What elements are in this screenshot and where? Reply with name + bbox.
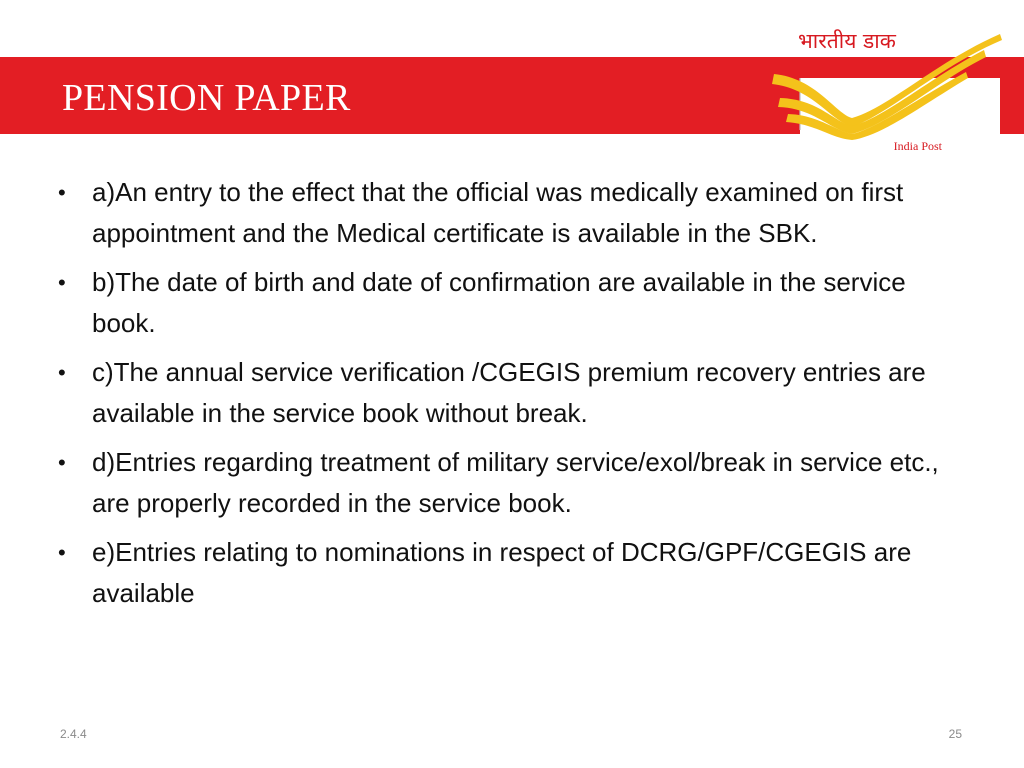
bullet-list — [58, 172, 968, 622]
footer-section-number: 2.4.4 — [60, 727, 87, 741]
bullet-text: c)The annual service verification /CGEGIS premium recovery entries are available in the service book without break. — [92, 357, 926, 428]
slide-title: PENSION PAPER — [62, 77, 351, 119]
india-post-logo — [770, 26, 1010, 154]
bullet-icon: • — [58, 540, 66, 565]
logo-english-text: India Post — [893, 139, 942, 153]
bullet-item-d — [58, 442, 968, 524]
bullet-icon: • — [58, 450, 66, 475]
bullet-text: b)The date of birth and date of confirmation are available in the service book. — [92, 267, 906, 338]
bullet-item-c — [58, 352, 968, 434]
slide-number: 25 — [948, 727, 962, 741]
logo-hindi-text: भारतीय डाक — [798, 29, 896, 53]
bullet-item-b — [58, 262, 968, 344]
bullet-item-a — [58, 172, 968, 254]
bullet-icon: • — [58, 360, 66, 385]
india-post-emblem-icon — [770, 26, 1010, 154]
bullet-text: a)An entry to the effect that the official was medically examined on first appointment and the Medical certificate is available in the SBK. — [92, 177, 904, 248]
bullet-item-e — [58, 532, 968, 614]
bullet-icon: • — [58, 270, 66, 295]
bullet-text: d)Entries regarding treatment of military service/exol/break in service etc., are properly recorded in the service book. — [92, 447, 939, 518]
bullet-icon: • — [58, 180, 66, 205]
bullet-text: e)Entries relating to nominations in respect of DCRG/GPF/CGEGIS are available — [92, 537, 912, 608]
